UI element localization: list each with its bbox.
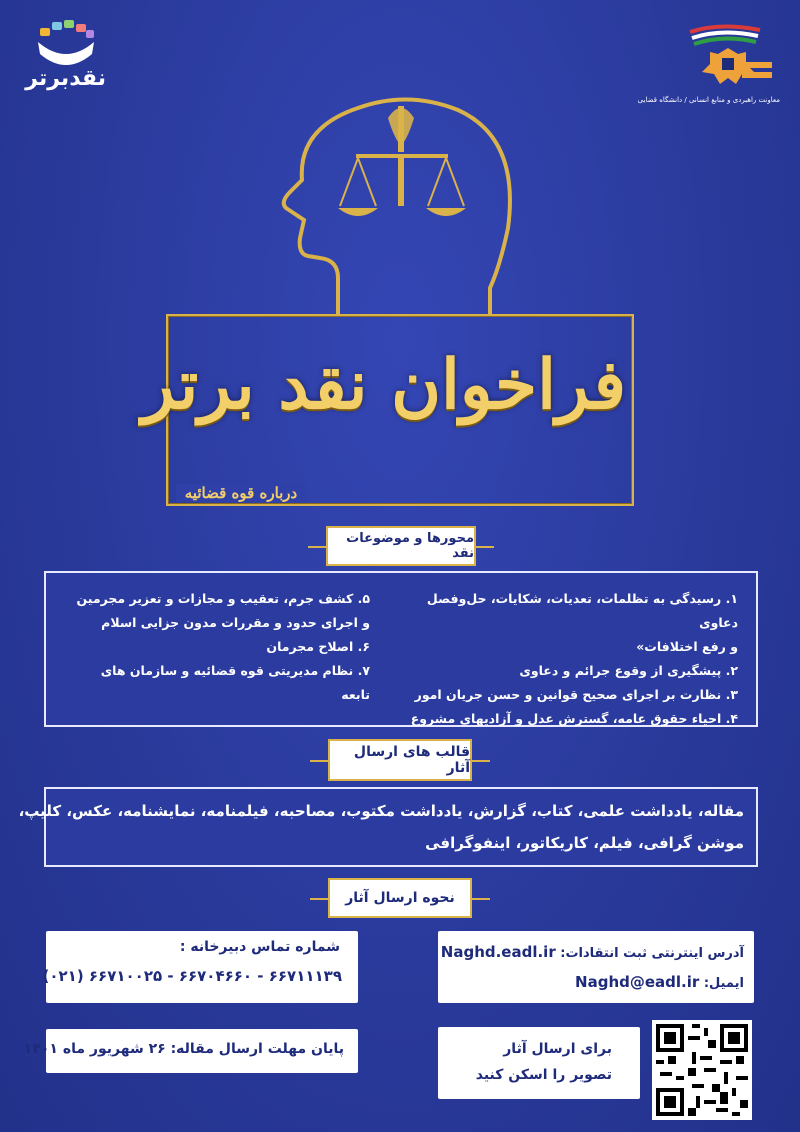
email-label: ایمیل: <box>703 976 744 991</box>
formats-line-1: مقاله، یادداشت علمی، کتاب، گزارش، یادداشت مکتوب، مصاحبه، فیلمنامه، نمایشنامه، عکس، کلیپ، <box>18 802 744 820</box>
poster-title: فراخوان نقد برتر <box>141 345 626 425</box>
formats-box <box>18 787 758 867</box>
topic-item: ۶. اصلاح مجرمان <box>266 639 370 654</box>
topics-box <box>44 571 758 727</box>
section-tab-topics: محورها و موضوعات نقد <box>326 526 476 566</box>
poster-subtitle: درباره قوه قضائیه <box>176 484 306 502</box>
scan-box <box>438 1027 640 1099</box>
justice-head-illustration <box>268 88 538 318</box>
organization-name: معاونت راهبردی و منابع انسانی / دانشگاه قضایی <box>637 96 780 104</box>
scan-line-1: برای ارسال آثار <box>503 1041 612 1057</box>
topic-item: و اجرای حدود و مقررات مدون جزایی اسلام <box>101 615 370 630</box>
contact-box <box>42 931 358 1003</box>
topic-item: ۱. رسیدگی به تظلمات، تعدیات، شکایات، حل‌وفصل دعاوی <box>426 591 738 630</box>
website-label: آدرس اینترنتی ثبت انتقادات: <box>560 946 744 961</box>
topic-item: ۳. نظارت بر اجرای صحیح قوانین و حسن جریان امور <box>414 687 738 702</box>
address-box <box>438 931 754 1003</box>
naghd-bartar-logo <box>26 14 106 94</box>
deadline-box <box>23 1029 358 1073</box>
website-value[interactable]: Naghd.eadl.ir <box>440 943 556 961</box>
topic-item: و رفع اختلافات» <box>636 639 738 654</box>
logo-wordmark: نقدبرتر <box>25 66 106 91</box>
topic-item: ۵. کشف جرم، تعقیب و مجازات و تعزیر مجرمین <box>76 591 370 606</box>
section-tab-formats: قالب های ارسال آثار <box>328 739 472 781</box>
email-value[interactable]: Naghd@eadl.ir <box>575 973 700 991</box>
topics-list-right <box>408 587 738 731</box>
formats-line-2: موشن گرافی، فیلم، کاریکاتور، اینفوگرافی <box>425 834 744 852</box>
topic-item: تابعه <box>341 687 370 702</box>
topic-item: ۲. پیشگیری از وقوع جرائم و دعاوی <box>519 663 738 678</box>
topics-list-left <box>60 587 370 707</box>
scan-line-2: تصویر را اسکن کنید <box>475 1067 612 1083</box>
website-line <box>441 943 744 961</box>
contact-phones: ۶۶۷۱۱۱۳۹ - ۶۶۷۰۴۶۶۰ - ۶۶۷۱۰۰۲۵ (۰۲۱) <box>42 967 342 985</box>
email-line <box>575 973 744 991</box>
organization-emblem <box>637 22 780 112</box>
topic-item: ۷. نظام مدیریتی قوه قضائیه و سازمان های <box>100 663 370 678</box>
contact-label: شماره تماس دبیرخانه : <box>179 939 340 955</box>
qr-code[interactable] <box>652 1020 752 1120</box>
deadline-text: پایان مهلت ارسال مقاله: ۲۶ شهریور ماه ۱۴۰۱ <box>23 1041 344 1057</box>
topic-item: ۴. احیاء حقوق عامه، گسترش عدل و آزادیهای مشروع <box>410 711 738 726</box>
section-tab-submission: نحوه ارسال آثار <box>328 878 472 918</box>
